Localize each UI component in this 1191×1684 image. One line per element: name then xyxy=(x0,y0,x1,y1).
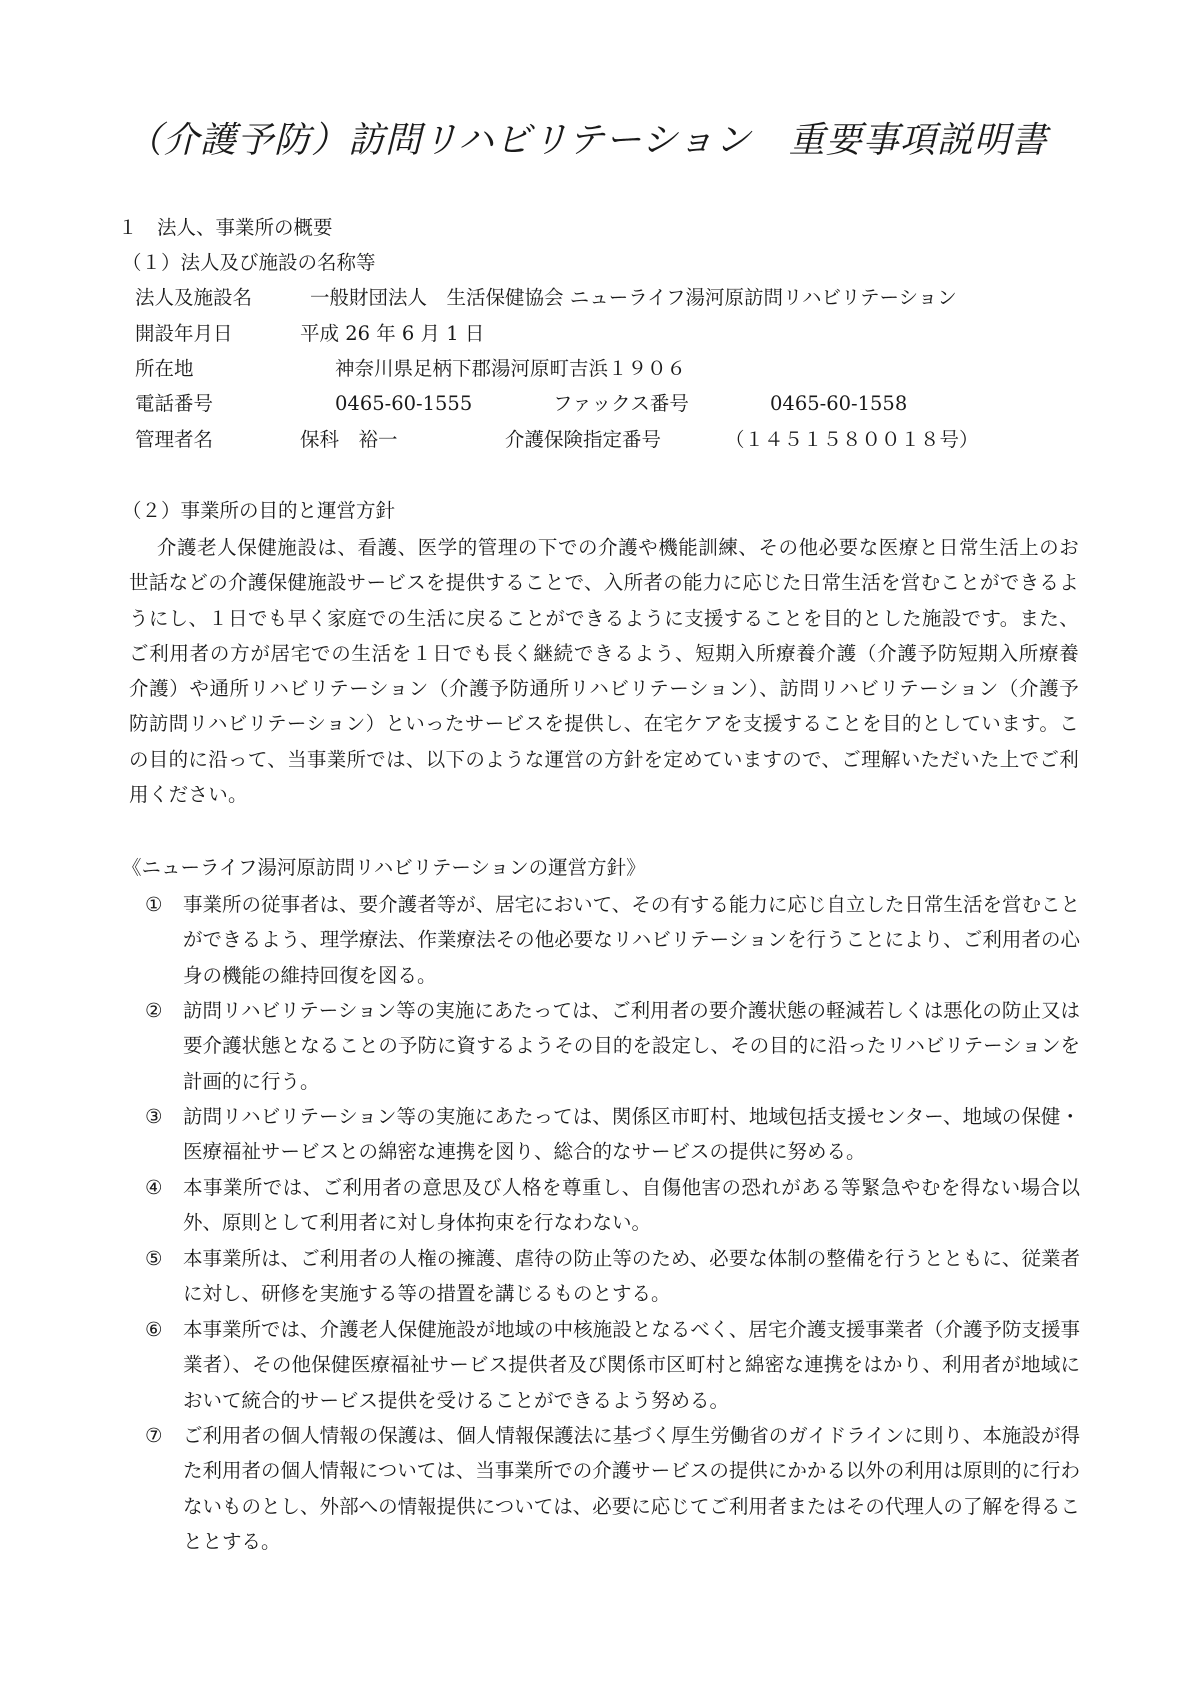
name-value: 一般財団法人 生活保健協会 ニューライフ湯河原訪問リハビリテーション xyxy=(310,286,957,309)
policy-number: ① xyxy=(145,893,163,916)
section-heading: １ 法人、事業所の概要 xyxy=(118,216,333,239)
address-label: 所在地 xyxy=(135,357,194,380)
policy-text: ご利用者の個人情報の保護は、個人情報保護法に基づく厚生労働省のガイドラインに則り、本施設が得た利用者の個人情報については、当事業所での介護サービスの提供にかかる以外の利用は原則的に行わないものとし、外部への情報提供については、必要に応じてご利用者またはその代理人の了解を得ることとする。 xyxy=(183,1424,1080,1553)
policy-text: 訪問リハビリテーション等の実施にあたっては、ご利用者の要介護状態の軽減若しくは悪化の防止又は要介護状態となることの予防に資するようその目的を設定し、その目的に沿ったリハビリテーションを計画的に行う。 xyxy=(183,999,1080,1093)
fax-label: ファックス番号 xyxy=(553,392,689,415)
designation-value: （１４５１５８００１８号） xyxy=(725,428,979,451)
manager-label: 管理者名 xyxy=(135,428,214,451)
policy-number: ⑦ xyxy=(145,1424,163,1447)
policy-number: ③ xyxy=(145,1105,163,1128)
policy-text: 本事業所は、ご利用者の人権の擁護、虐待の防止等のため、必要な体制の整備を行うとともに、従業者に対し、研修を実施する等の措置を講じるものとする。 xyxy=(183,1247,1080,1306)
policy-number: ⑤ xyxy=(145,1247,163,1270)
policy-item xyxy=(145,1099,1080,1170)
phone-value: 0465-60-1555 xyxy=(335,392,473,415)
manager-value: 保科 裕一 xyxy=(300,428,398,451)
policy-heading: 《ニューライフ湯河原訪問リハビリテーションの運営方針》 xyxy=(122,856,646,879)
policy-text: 事業所の従事者は、要介護者等が、居宅において、その有する能力に応じ自立した日常生活を営むことができるよう、理学療法、作業療法その他必要なリハビリテーションを行うことにより、ご利用者の心身の機能の維持回復を図る。 xyxy=(183,893,1080,987)
policy-number: ④ xyxy=(145,1176,163,1199)
opened-label: 開設年月日 xyxy=(135,322,233,345)
policy-item xyxy=(145,1241,1080,1312)
policy-text: 本事業所では、ご利用者の意思及び人格を尊重し、自傷他害の恐れがある等緊急やむを得ない場合以外、原則として利用者に対し身体拘束を行なわない。 xyxy=(183,1176,1080,1235)
policy-item xyxy=(145,1170,1080,1241)
policy-text: 本事業所では、介護老人保健施設が地域の中核施設となるべく、居宅介護支援事業者（介護予防支援事業者）、その他保健医療福祉サービス提供者及び関係市区町村と綿密な連携をはかり、利用者が地域において統合的サービス提供を受けることができるよう努める。 xyxy=(183,1318,1080,1412)
designation-label: 介護保険指定番号 xyxy=(505,428,662,451)
policy-item xyxy=(145,1312,1080,1418)
policy-item xyxy=(145,887,1080,993)
name-label: 法人及施設名 xyxy=(135,286,253,309)
policy-number: ⑥ xyxy=(145,1318,163,1341)
purpose-paragraph: 介護老人保健施設は、看護、医学的管理の下での介護や機能訓練、その他必要な医療と日常生活上のお世話などの介護保健施設サービスを提供することで、入所者の能力に応じた日常生活を営むことができるようにし、１日でも早く家庭での生活に戻ることができるように支援することを目的とした施設です。また、ご利用者の方が居宅での生活を１日でも長く継続できるよう、短期入所療養介護（介護予防短期入所療養介護）や通所リハビリテーション（介護予防通所リハビリテーション）、訪問リハビリテーション（介護予防訪問リハビリテーション）といったサービスを提供し、在宅ケアを支援することを目的としています。この目的に沿って、当事業所では、以下のような運営の方針を定めていますので、ご理解いただいた上でご利用ください。 xyxy=(129,536,1080,807)
policy-number: ② xyxy=(145,999,163,1022)
phone-label: 電話番号 xyxy=(135,392,214,415)
policy-item xyxy=(145,1418,1080,1559)
policy-item xyxy=(145,993,1080,1099)
subsection-heading: （２）事業所の目的と運営方針 xyxy=(122,499,396,522)
subsection-heading: （１）法人及び施設の名称等 xyxy=(122,251,376,274)
document-title: （介護予防）訪問リハビリテーション 重要事項説明書 xyxy=(126,120,1048,161)
address-value: 神奈川県足柄下郡湯河原町吉浜１９０６ xyxy=(335,357,687,380)
fax-value: 0465-60-1558 xyxy=(770,392,908,415)
policy-text: 訪問リハビリテーション等の実施にあたっては、関係区市町村、地域包括支援センター、地域の保健・医療福祉サービスとの綿密な連携を図り、総合的なサービスの提供に努める。 xyxy=(183,1105,1080,1164)
opened-value: 平成 26 年 6 月 1 日 xyxy=(300,322,485,345)
